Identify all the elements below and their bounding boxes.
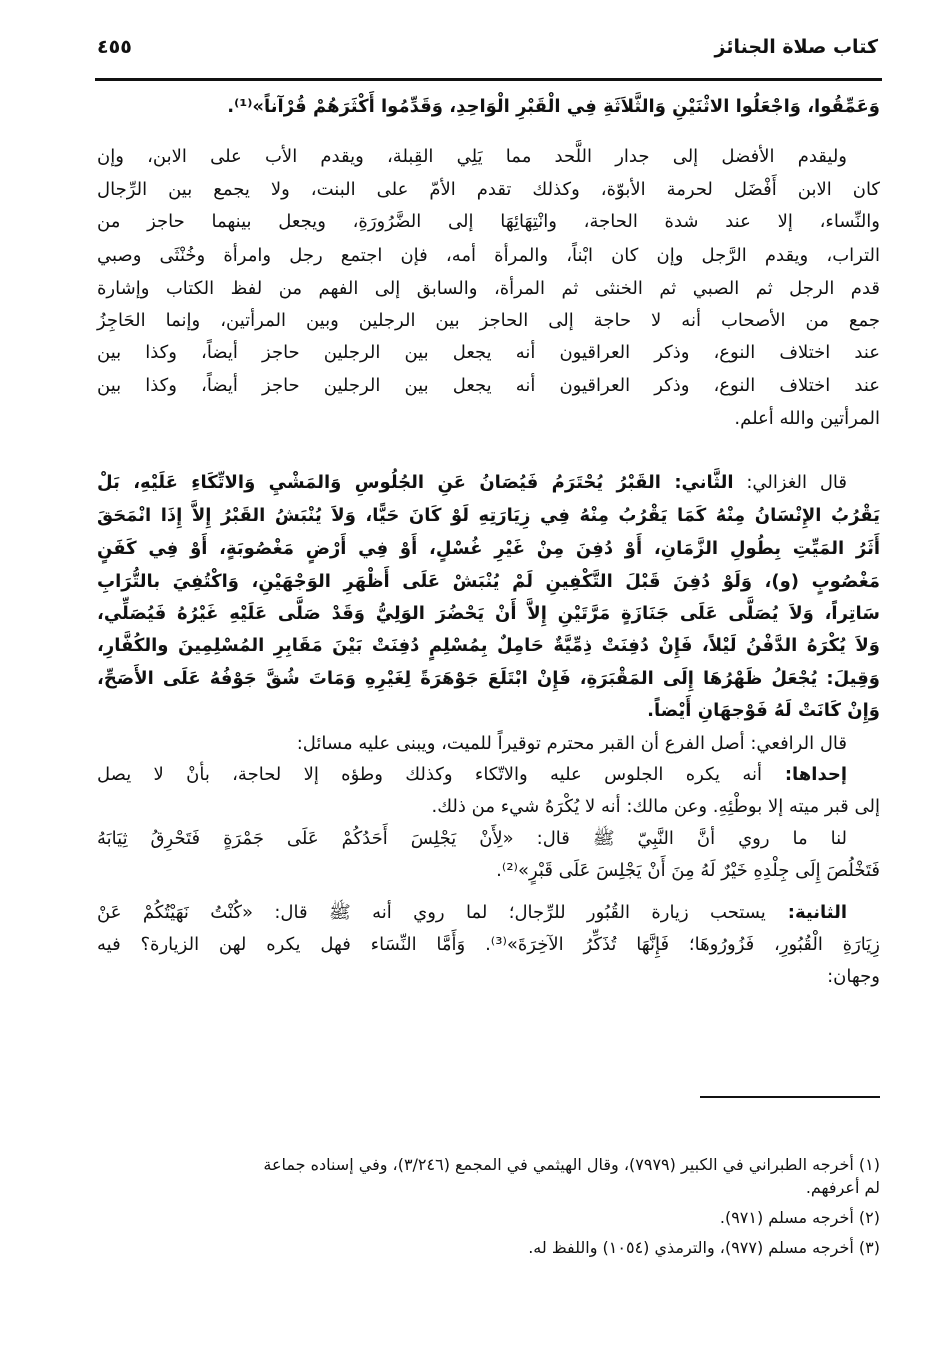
ghazali-text: الثَّاني: القَبْرُ يُحْتَرَمُ فَيُصَانُ عَنِ الجُلُوسِ وَالمَشْيِ وَالاتِّكَاءِ عَلَيْهِ، بَلْ (97, 472, 734, 493)
header-rule (95, 78, 882, 81)
body-line: والنِّساء، إلا عند شدة الحاجة، وانْتِهَائِهَا إلى الضَّرُورَةِ، ويجعل بينهما حاجز من (97, 211, 880, 232)
footnote-rule (700, 1096, 880, 1098)
ghazali-line: يَقْرُبُ الإِنْسَانُ مِنْهُ كَمَا يَقْرُبُ مِنْهُ فِي زِيَارَتِهِ لَوْ كَانَ حَيًّا، وَلاَ يُنْبَشُ القَبْرُ إِلاَّ إِذَا انْمَحَقَ (97, 505, 880, 526)
ghazali-line: وَإِنْ كَانَتْ لَهُ فَوْجهَانِ أَيْضاً. (647, 700, 880, 721)
thaniya-label: الثانية: (765, 902, 847, 923)
ghazali-line: مَغْصُوبٍ (و)، وَلَوْ دُفِنَ قَبْلَ التَّكْفِينِ لَمْ يُنْبَشْ عَلَى أَظْهَرِ الوَجْهَيْنِ، وَاكْتُفِيَ بالتُّرَابِ (97, 571, 880, 592)
body-line: المرأتين والله أعلم. (734, 408, 880, 429)
footnote-text: أخرجه الطبراني في الكبير (٧٩٧٩)، وقال الهيثمي في المجمع (٣/٢٤٦)، وفي إسناده جماعة (263, 1155, 854, 1174)
footnote-1 (97, 1154, 880, 1176)
footnote-text: أخرجه مسلم (٩٧٧)، والترمذي (١٠٥٤) واللفظ له. (528, 1238, 854, 1257)
rafii-line: قال الرافعي: أصل الفرع أن القبر محترم توقيراً للميت، ويبنى عليه مسائل: (296, 733, 847, 754)
body-line: فَتَخْلُصَ إِلَى جِلْدِهِ خَيْرٌ لَهُ مِنَ أَنْ يَجْلِسَ عَلَى قَبْرٍ»⁽²⁾. (496, 860, 880, 881)
body-line: كان الابن أَفْضَل لحرمة الأبوّة، وكذلك تقدم الأمّ على البنت، ولا يجمع بين الرِّجال (97, 179, 880, 200)
footnote-3 (97, 1237, 880, 1259)
thaniya-text: يستحب زيارة القُبُور للرِّجال؛ لما روي أنه ﷺ قال: «كُنْتُ نَهَيْتُكُمْ عَنْ (97, 902, 766, 923)
body-line: عند اختلاف النوع، وذكر العراقيون أنه يجعل بين الرجلين حاجز أيضاً، وكذا بين (97, 375, 880, 396)
thaniya-line (97, 900, 847, 926)
ghazali-line: وَقِيلَ: يُجْعَلُ ظَهْرُهَا إِلَى المَقْبَرَةِ، فَإِنْ ابْتَلَعَ جَوْهَرَةً لِغَيْرِهِ وَمَاتَ شُقَّ جَوْفُهُ عَلَى الأَصَحِّ، (97, 668, 880, 689)
body-line: إلى قبر ميته إلا بوطْئِهِ. وعن مالك: أنه لا يُكْرَهُ شيء من ذلك. (431, 796, 880, 817)
footnote-number: (٢) (858, 1208, 880, 1227)
ihdaha-text: أنه يكره الجلوس عليه والاتّكاء وكذلك وطؤه إلا لحاجة، بأنْ لا يصل (97, 764, 762, 785)
body-line: التراب، ويقدم الرَّجل وإن كان ابْناً، والمرأة أمه، فإن اجتمع رجل وامرأة وخُنْثَى وصبي (97, 245, 880, 266)
ghazali-line: أَثَرُ المَيِّتِ بِطُولِ الزَّمَانِ، أَوْ دُفِنَ مِنْ غَيْرِ غُسْلٍ، أَوْ فِي أَرْضٍ مَغْصُوبَةٍ، أَوْ فِي كَفَنٍ (97, 538, 880, 559)
hadith-continuation: وَعَمِّقُوا، وَاجْعَلُوا الاثْنَيْنِ وَالثَّلاَثَةِ فِي الْقَبْرِ الْوَاحِدِ، وَقَدِّمُوا أَكْثَرَهُمْ قُرْآناً»⁽¹⁾. (227, 96, 880, 117)
ihdaha-label: إحداها: (762, 764, 847, 785)
footnote-number: (٣) (858, 1238, 880, 1257)
footnote-2 (97, 1207, 880, 1229)
ghazali-line: وَلاَ يُكْرَهُ الدَّفْنُ لَيْلاً، فَإِنْ دُفِنَتْ ذِمِّيَّةٌ حَامِلٌ بِمُسْلِمٍ دُفِنَتْ بَيْنَ مَقَابِرِ المُسْلِمِينَ والكُفَّارِ، (97, 635, 880, 656)
ghazali-first-line (97, 470, 847, 496)
ihdaha-line (97, 762, 847, 788)
footnote-1-continuation: لم أعرفهم. (805, 1178, 880, 1197)
running-header-title: كتاب صلاة الجنائز (714, 36, 878, 58)
ghazali-lead: قال الغزالي: (733, 472, 848, 493)
ghazali-line: سَاتِراً، وَلاَ يُصَلَّى عَلَى جَنَازَةٍ مَرَّتَيْنِ إِلاَّ أَنْ يَحْضُرَ الوَلِيُّ وَقَدْ صَلَّى عَلَيْهِ غَيْرُهُ فَيُصَلِّي، (97, 603, 880, 624)
body-line: لنا ما روي أنَّ النَّبِيّ ﷺ قال: «لِأَنْ يَجْلِسَ أَحَدُكُمْ عَلَى جَمْرَةٍ فَتَحْرِقُ ثِيَابَهُ (97, 828, 847, 849)
footnote-text: أخرجه مسلم (٩٧١). (719, 1208, 854, 1227)
body-line: جمع من الأصحاب أنه لا حاجة إلى الحاجز بين الرجلين وبين المرأتين، وإنما الحَاجِزُ (97, 310, 880, 331)
body-line: عند اختلاف النوع، وذكر العراقيون أنه يجعل بين الرجلين حاجز أيضاً، وكذا بين (97, 342, 880, 363)
body-line: قدم الرجل ثم الصبي ثم الخنثى ثم المرأة، والسابق إلى الفهم من لفظ الكتاب وإشارة (97, 278, 880, 299)
footnote-number: (١) (858, 1155, 880, 1174)
body-line: وجهان: (827, 966, 880, 987)
body-line: وليقدم الأفضل إلى جدار اللَّحد مما يَلِي القِبلة، ويقدم الأب على الابن، وإن (97, 146, 847, 167)
body-line: زِيَارَةِ الْقُبُورِ، فَزُورُوهَا؛ فَإِنَّهَا تُذَكِّرُ الآخِرَةَ»⁽³⁾. وَأَمَّا النِّسَاء فهل يكره لهن الزيارة؟ فيه (97, 934, 880, 955)
page-number: ٤٥٥ (97, 36, 132, 58)
